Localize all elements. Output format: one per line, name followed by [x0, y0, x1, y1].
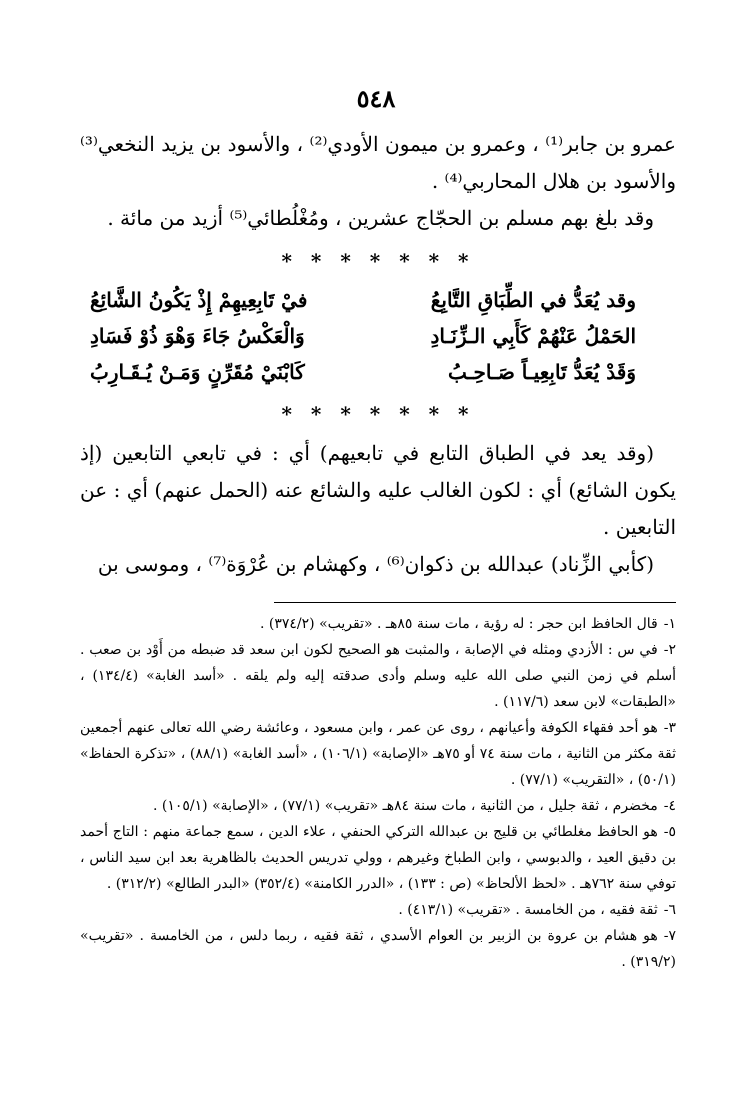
footnote-number: ٣- — [663, 720, 676, 736]
verse-line — [80, 282, 676, 318]
poem-verses — [80, 282, 676, 390]
paragraph-narrators: عمرو بن جابر⁽¹⁾ ، وعمرو بن ميمون الأودي⁽²⁾ ، والأسود بن يزيد النخعي⁽³⁾ والأسود بن هلال المحاربي⁽⁴⁾ . — [80, 132, 676, 193]
paragraph-commentary: (وقد يعد في الطباق التابع في تابعيهم) أي : في تابعي التابعين (إذ يكون الشائع) أي : لكون الغالب عليه والشائع عنه (الحمل عنهم) أي : عن التابعين . — [80, 441, 676, 539]
paragraph-count: وقد بلغ بهم مسلم بن الحجّاج عشرين ، ومُغْلُطائي⁽⁵⁾ أزيد من مائة . — [107, 206, 654, 230]
footnote — [80, 819, 676, 897]
footnote-number: ١- — [663, 616, 676, 632]
footnote-text: مخضرم ، ثقة جليل ، من الثانية ، مات سنة ٨٤هـ «تقريب» (٧٧/١) ، «الإصابة» (١٠٥/١) . — [152, 798, 658, 814]
footnote-text: هو هشام بن عروة بن الزبير بن العوام الأسدي ، ثقة فقيه ، ربما دلس ، من الخامسة . «تقريب» (٣١٩/٢) . — [80, 928, 676, 970]
verse-first-hemistich: وَقَدْ يُعَدُّ تَابِعِيـاً صَـاحِـبُ — [448, 360, 636, 384]
footnote-text: هو أحد فقهاء الكوفة وأعيانهم ، روى عن عمر ، وابن مسعود ، وعائشة رضي الله تعالى عنهم أجمعين ثقة مكثر من الثانية ، مات سنة ٧٤ أو ٧٥هـ «الإصابة» (١٠٦/١) ، «أسد الغابة» (٨٨/١) ، «تذكرة الحفاظ» (٥٠/١) ، «التقريب» (٧٧/١) . — [80, 720, 677, 788]
footnotes — [80, 611, 676, 975]
footnote-text: في س : الأزدي ومثله في الإصابة ، والمثبت هو الصحيح لكون ابن سعد قد ضبطه من أَوْد بن صعب . أسلم في زمن النبي صلى الله عليه وسلم وأدى صدقته إليه ولم يلقه . «أسد الغابة» (١٣٤/٤) ، «الطبقات» لابن سعد (١١٧/٦) . — [80, 642, 676, 710]
page-number: ٥٤٨ — [356, 84, 396, 113]
footnote — [80, 611, 676, 637]
footnote-text: هو الحافظ مغلطائي بن قليج بن عبدالله التركي الحنفي ، علاء الدين ، سمع جماعة منهم : التاج أحمد بن دقيق العيد ، والدبوسي ، وابن الطباخ وغيرهم ، وولي تدريس الحديث بالظاهرية بعد ابن سيد الناس ، توفي سنة ٧٦٢هـ . «لحظ الألحاظ» (ص : ١٣٣) ، «الدرر الكامنة» (٣٥٢/٤) «البدر الطالع» (٣١٢/٢) . — [80, 824, 676, 892]
footnote-number: ٢- — [663, 642, 676, 658]
verse-first-hemistich: الحَمْلُ عَنْهُمْ كَأَبِي الـزِّنَـادِ — [430, 324, 636, 348]
verse-second-hemistich: فيْ تَابِعِيهِمْ إِذْ يَكُونُ الشَّائِعُ — [90, 288, 308, 312]
footnote-text: ثقة فقيه ، من الخامسة . «تقريب» (٤١٣/١) . — [398, 902, 658, 918]
footnote — [80, 923, 676, 975]
footnote — [80, 715, 676, 793]
verse-first-hemistich: وقد يُعَدُّ في الطِّبَاقِ التَّابِعُ — [430, 288, 636, 312]
footnote-number: ٥- — [663, 824, 676, 840]
main-text — [80, 126, 676, 583]
footnote — [80, 897, 676, 923]
footnote-text: قال الحافظ ابن حجر : له رؤية ، مات سنة ٨٥هـ . «تقريب» (٣٧٤/٢) . — [260, 616, 658, 632]
footnote-number: ٦- — [663, 902, 676, 918]
verse-line — [80, 354, 676, 390]
footnote-divider — [274, 602, 676, 603]
verse-line — [80, 318, 676, 354]
section-separator: * * * * * * * — [281, 249, 475, 273]
footnote — [80, 637, 676, 715]
footnote-number: ٧- — [663, 928, 676, 944]
verse-second-hemistich: وَالْعَكْسُ جَاءَ وَهْوَ ذُوْ فَسَادِ — [90, 324, 305, 348]
paragraph-examples: (كأبي الزِّناد) عبدالله بن ذكوان⁽⁶⁾ ، وكهشام بن عُرْوَة⁽⁷⁾ ، وموسى بن — [97, 552, 654, 576]
footnote-number: ٤- — [663, 798, 676, 814]
verse-second-hemistich: كَابْنَيْ مُقَرِّنٍ وَمَـنْ يُـقَـارِبُ — [90, 360, 305, 384]
section-separator: * * * * * * * — [281, 402, 475, 426]
footnote — [80, 793, 676, 819]
